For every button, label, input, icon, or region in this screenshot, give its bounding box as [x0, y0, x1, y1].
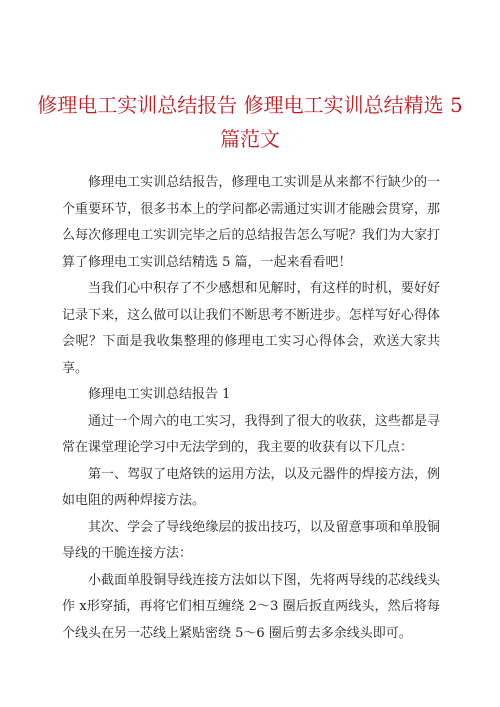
section-heading: 修理电工实训总结报告 1	[88, 387, 231, 402]
section-paragraph-1: 通过一个周六的电工实习，我得到了很大的收获，这些都是寻常在课堂理论学习中无法学到的，我主要的收获有以下几点：	[62, 413, 440, 455]
section-paragraph-3: 其次、学会了导线绝缘层的拔出技巧，以及留意事项和单股铜导线的干脆连接方法：	[62, 519, 440, 561]
section-paragraph-4: 小截面单股铜导线连接方法如以下图，先将两导线的芯线线头作 x形穿插，再将它们相互缠绕 2～3 圈后扳直两线头，然后将每个线头在另一芯线上紧贴密绕 5～6 圈后剪去多余线头即可。	[62, 572, 440, 641]
document-title: 修理电工实训总结报告 修理电工实训总结精选 5 篇范文	[37, 93, 463, 151]
document-body	[62, 170, 440, 647]
intro-paragraph-2: 当我们心中积存了不少感想和见解时，有这样的时机，要好好记录下来，这么做可以让我们不断思考不断进步。怎样写好心得体会呢？下面是我收集整理的修理电工实习心得体会，欢送大家共享。	[62, 281, 440, 376]
intro-paragraph-1: 修理电工实训总结报告，修理电工实训是从来都不行缺少的一个重要环节，很多书本上的学问都必需通过实训才能融会贯穿，那么每次修理电工实训完毕之后的总结报告怎么写呢？我们为大家打算了修理电工实训总结精选 5 篇，一起来看看吧！	[62, 175, 440, 270]
section-paragraph-2: 第一、驾驭了电烙铁的运用方法，以及元器件的焊接方法，例如电阻的两种焊接方法。	[62, 466, 440, 508]
